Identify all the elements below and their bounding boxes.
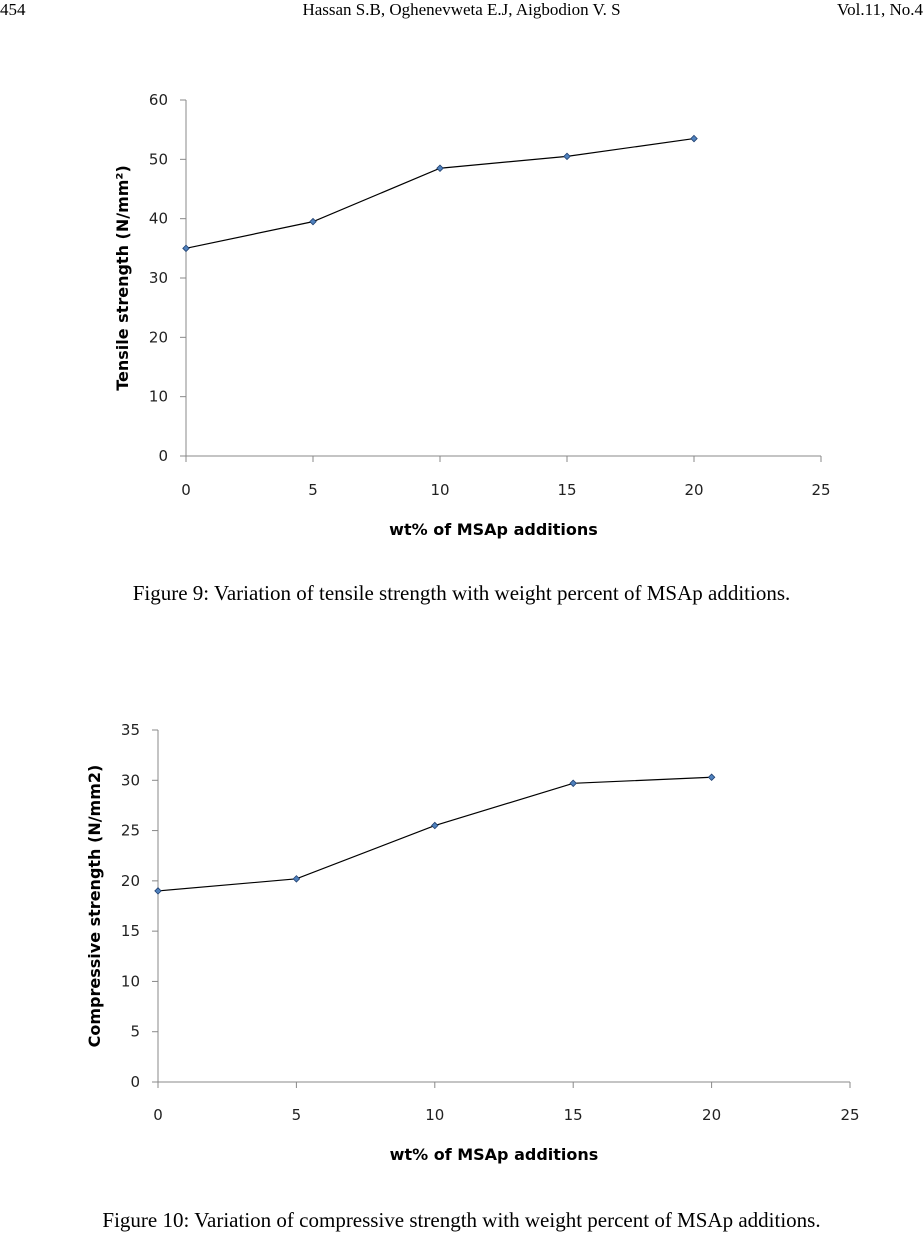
x-tick-label: 0 — [153, 1106, 163, 1124]
x-axis-title: wt% of MSAp additions — [389, 520, 598, 539]
y-tick-label: 60 — [148, 91, 168, 109]
x-tick-label: 0 — [181, 481, 191, 499]
x-tick-label: 5 — [308, 481, 318, 499]
data-point — [310, 218, 316, 224]
data-point — [183, 245, 189, 251]
y-tick-label: 20 — [120, 871, 140, 890]
data-point — [691, 135, 697, 141]
figure-9-caption: Figure 9: Variation of tensile strength with weight percent of MSAp additions. — [132, 581, 791, 605]
y-tick-label: 15 — [120, 922, 140, 941]
y-tick-label: 20 — [148, 328, 168, 347]
y-axis-title: Compressive strength (N/mm2) — [85, 764, 104, 1048]
x-axis-title: wt% of MSAp additions — [389, 1145, 599, 1164]
y-tick-label: 30 — [148, 269, 168, 287]
y-tick-label: 35 — [120, 721, 140, 739]
data-point — [293, 876, 299, 882]
journal-volume: Vol.11, No.4 — [837, 0, 923, 19]
x-tick-label: 25 — [840, 1106, 860, 1124]
x-tick-label: 10 — [425, 1106, 445, 1124]
y-tick-label: 5 — [130, 1022, 140, 1041]
x-tick-label: 15 — [563, 1106, 583, 1124]
data-point — [564, 153, 570, 159]
series-line — [158, 777, 712, 891]
y-tick-label: 50 — [148, 150, 168, 169]
figure-10-caption: Figure 10: Variation of compressive strength with weight percent of MSAp additions. — [102, 1208, 821, 1232]
y-tick-label: 40 — [148, 209, 168, 228]
page-header — [0, 0, 923, 24]
y-tick-label: 25 — [120, 821, 140, 840]
compressive-strength-chart — [0, 710, 923, 1170]
running-authors: Hassan S.B, Oghenevweta E.J, Aigbodion V. S — [302, 0, 621, 19]
y-tick-label: 0 — [158, 447, 168, 465]
y-tick-label: 10 — [148, 387, 168, 406]
data-point — [432, 822, 438, 828]
data-point — [437, 165, 443, 171]
page-number: 454 — [0, 0, 26, 19]
x-tick-label: 20 — [702, 1106, 722, 1124]
x-tick-label: 25 — [811, 481, 831, 499]
data-point — [155, 888, 161, 894]
tensile-strength-chart — [0, 80, 923, 550]
series-line — [186, 139, 694, 249]
y-tick-label: 0 — [130, 1073, 140, 1091]
y-axis-title: Tensile strength (N/mm²) — [113, 165, 132, 391]
data-point — [708, 774, 714, 780]
x-tick-label: 10 — [430, 481, 450, 499]
data-point — [570, 780, 576, 786]
x-tick-label: 5 — [291, 1106, 302, 1124]
y-tick-label: 10 — [120, 972, 140, 991]
y-tick-label: 30 — [120, 771, 140, 790]
x-tick-label: 15 — [557, 481, 577, 499]
x-tick-label: 20 — [684, 481, 704, 499]
